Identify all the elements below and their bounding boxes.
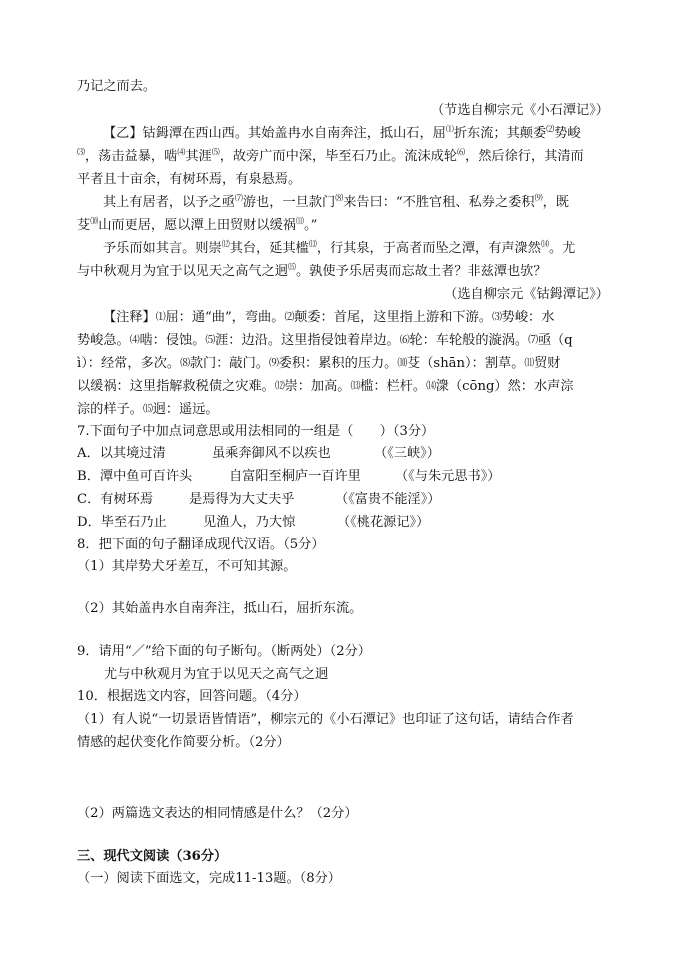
question-10-1-cont: 情感的起伏变化作简要分析。（2分） <box>77 735 290 750</box>
question-10-1: （1）有人说“一切景语皆情语”，柳宗元的《小石潭记》也印证了这句话，请结合作者 <box>77 712 574 727</box>
passage-b-line: 与中秋观月为宜于以见天之高气之迥⒂。孰使予乐居夷而忘故土者？非兹潭也欤？ <box>77 262 547 279</box>
source-citation: （选自柳宗元《钴鉧潭记》） <box>444 287 609 302</box>
source-citation: （节选自柳宗元《小石潭记》） <box>430 103 609 118</box>
passage-b-line: 【乙】钴鉧潭在西山西。其始盖冉水自南奔注，抵山石，屈⑴折东流；其颠委⑵势峻 <box>103 124 581 141</box>
annotation-line: ì）：经常，多次。⑻款门：敲门。⑼委积：累积的压力。⑽芟（shān）：割草。⑾贸财 <box>77 356 561 371</box>
question-7: 7.下面句子中加点词意思或用法相同的一组是（ ）（3分） <box>77 424 435 439</box>
annotation-line: 淙的样子。⒂迥：遥远。 <box>77 402 219 417</box>
section-heading: 三、现代文阅读（36分） <box>77 849 228 864</box>
passage-b-line: ⑶，荡击益暴，啮⑷其涯⑸，故旁广而中深，毕至石乃止。流沫成轮⑹，然后徐行，其清而 <box>77 147 584 164</box>
question-10: 10．根据选文内容，回答问题。（4分） <box>77 689 307 704</box>
passage-b-line: 其上有居者，以予之亟⑺游也，一旦款门⑻来告曰：“不胜官租、私券之委积⑼，既 <box>103 193 569 210</box>
question-8: 8．把下面的句子翻译成现代汉语。（5分） <box>77 537 325 552</box>
subsection-heading: （一）阅读下面选文，完成11-13题。（8分） <box>77 871 341 886</box>
annotation-line: 【注释】⑴屈：通“曲”，弯曲。⑵颠委：首尾，这里指上游和下游。⑶势峻：水 <box>103 310 555 325</box>
passage-b-line: 平者且十亩余，有树环焉，有泉悬焉。 <box>77 172 302 187</box>
option-b: B．潭中鱼可百许头 自富阳至桐庐一百许里 （《与朱元思书》） <box>77 469 501 484</box>
question-10-2: （2）两篇选文表达的相同情感是什么？（2分） <box>77 806 358 821</box>
annotation-line: 势峻急。⑷啮：侵蚀。⑸涯：边沿。这里指侵蚀着岸边。⑹轮：车轮般的漩涡。⑺亟（q <box>77 333 573 348</box>
option-a: A．以其境过清 虽乘奔御风不以疾也 （《三峡》） <box>77 446 440 461</box>
question-8-2: （2）其始盖冉水自南奔注，抵山石，屈折东流。 <box>77 601 363 616</box>
passage-b-line: 芟⑽山而更居，愿以潭上田贸财以缓祸⑾。” <box>77 216 318 233</box>
question-9: 9．请用“／”给下面的句子断句。（断两处）（2分） <box>77 644 371 659</box>
question-8-1: （1）其岸势犬牙差互，不可知其源。 <box>77 559 297 574</box>
annotation-line: 以缓祸：这里指解救税债之灾难。⑿崇：加高。⒀槛：栏杆。⒁潨（cōng）然：水声淙 <box>77 379 574 394</box>
question-9-sentence: 尤与中秋观月为宜于以见天之高气之迥 <box>104 667 329 682</box>
option-c: C．有树环焉 是焉得为大丈夫乎 （《富贵不能淫》） <box>77 492 441 507</box>
passage-b-line: 予乐而如其言。则崇⑿其台，延其槛⒀，行其泉，于高者而坠之潭，有声潨然⒁。尤 <box>103 239 576 256</box>
option-d: D．毕至石乃止 见渔人，乃大惊 （《桃花源记》） <box>77 515 430 530</box>
text-line: 乃记之而去。 <box>77 79 157 94</box>
